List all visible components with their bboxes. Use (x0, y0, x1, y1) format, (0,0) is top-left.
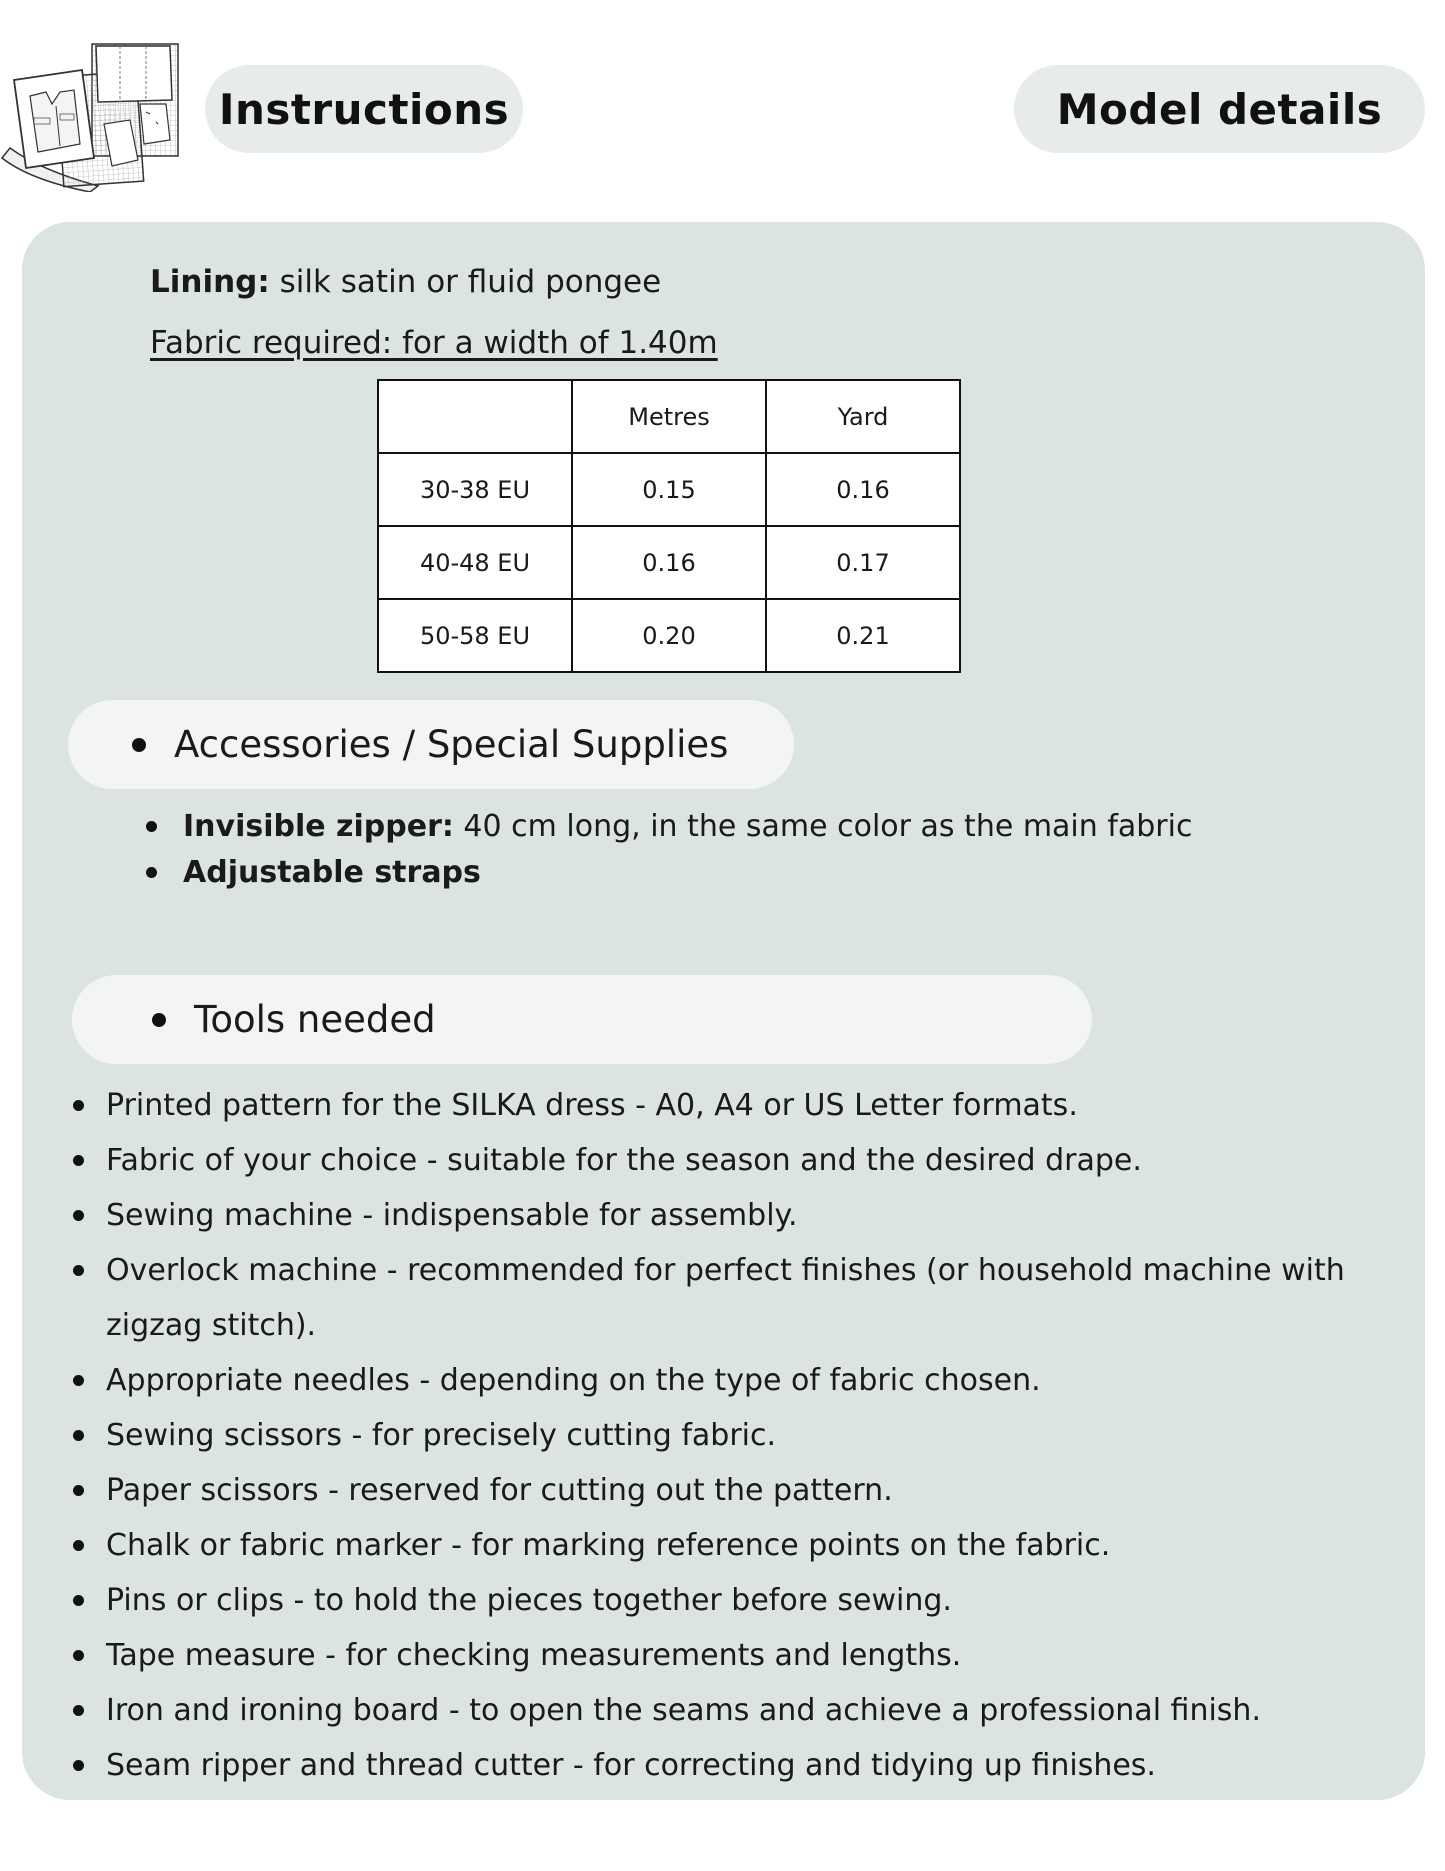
list-item: Overlock machine - recommended for perfect finishes (or household machine with zigzag stitch). (68, 1243, 1368, 1353)
fabric-required-heading: Fabric required: for a width of 1.40m (150, 325, 718, 361)
tab-instructions[interactable] (205, 65, 523, 153)
bullet-icon (132, 738, 146, 752)
list-item (140, 849, 1192, 895)
bullet-icon (152, 1013, 166, 1027)
bullet-icon (146, 821, 157, 832)
fabric-table (377, 379, 961, 673)
list-item: Tape measure - for checking measurements and lengths. (68, 1628, 1368, 1683)
accessory-label: Adjustable straps (183, 854, 481, 890)
table-cell: 0.20 (572, 599, 766, 672)
table-cell: 40-48 EU (378, 526, 572, 599)
list-item: Fabric of your choice - suitable for the season and the desired drape. (68, 1133, 1368, 1188)
list-item: Sewing machine - indispensable for assembly. (68, 1188, 1368, 1243)
list-item: Sewing scissors - for precisely cutting fabric. (68, 1408, 1368, 1463)
lining-text: silk satin or fluid pongee (269, 264, 662, 300)
list-item: Paper scissors - reserved for cutting out the pattern. (68, 1463, 1368, 1518)
accessory-label: Invisible zipper: (183, 808, 454, 844)
table-header-cell (378, 380, 572, 453)
lining-line (150, 264, 661, 300)
tools-section-header (72, 975, 1092, 1064)
list-item: Seam ripper and thread cutter - for correcting and tidying up finishes. (68, 1738, 1368, 1793)
tools-list (68, 1078, 1368, 1793)
list-item: Printed pattern for the SILKA dress - A0, A4 or US Letter formats. (68, 1078, 1368, 1133)
list-item: Iron and ironing board - to open the seams and achieve a professional finish. (68, 1683, 1368, 1738)
table-cell: 0.21 (766, 599, 960, 672)
table-row (378, 599, 960, 672)
list-item (140, 803, 1192, 849)
list-item: Pins or clips - to hold the pieces together before sewing. (68, 1573, 1368, 1628)
table-cell: 0.16 (766, 453, 960, 526)
sewing-pattern-logo-icon (0, 40, 182, 192)
bullet-icon (146, 867, 157, 878)
table-cell: 0.17 (766, 526, 960, 599)
table-header-row (378, 380, 960, 453)
lining-label: Lining: (150, 264, 270, 300)
table-cell: 0.16 (572, 526, 766, 599)
table-header-cell: Metres (572, 380, 766, 453)
table-row (378, 453, 960, 526)
table-row (378, 526, 960, 599)
accessory-text: 40 cm long, in the same color as the main fabric (453, 808, 1193, 844)
tab-model-details-label: Model details (1056, 84, 1383, 134)
table-cell: 0.15 (572, 453, 766, 526)
table-header-cell: Yard (766, 380, 960, 453)
accessories-list (140, 803, 1192, 895)
table-cell: 50-58 EU (378, 599, 572, 672)
tools-title: Tools needed (194, 998, 436, 1041)
table-cell: 30-38 EU (378, 453, 572, 526)
list-item: Appropriate needles - depending on the type of fabric chosen. (68, 1353, 1368, 1408)
tab-instructions-label: Instructions (218, 84, 510, 134)
tab-model-details[interactable] (1014, 65, 1425, 153)
accessories-title: Accessories / Special Supplies (174, 723, 729, 766)
list-item: Chalk or fabric marker - for marking reference points on the fabric. (68, 1518, 1368, 1573)
accessories-section-header (68, 700, 794, 789)
